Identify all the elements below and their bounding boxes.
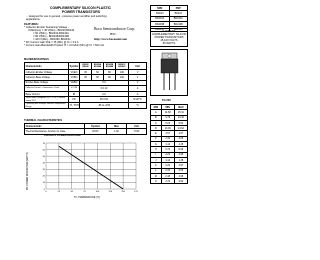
dim-cell: 10.42 (174, 115, 187, 120)
dim-cell: L (151, 168, 162, 173)
thermal-cell: RθJC (85, 129, 107, 134)
dim-cell: I (151, 152, 162, 157)
y-tick-label: 70 (42, 142, 45, 145)
dim-cell: K (151, 163, 162, 168)
company-url[interactable]: http://www.bocasemi.com (94, 37, 127, 41)
feature-line: = 100 V(Min) - BD243C,BD244C (33, 38, 71, 41)
dim-cell: 4.22 (161, 152, 174, 157)
dim-cell: 0.55 (174, 168, 187, 173)
dim-cell: 1.36 (174, 142, 187, 147)
dim-cell: D (151, 126, 162, 131)
dim-cell: H (151, 147, 162, 152)
chart-title: FIGURE-1 POWER DERATING (44, 134, 81, 137)
part-cell: BD244A (169, 16, 188, 21)
chart-ylabel: PD, POWER DISSIPATION (WATTS) (27, 152, 29, 190)
thermal-header: Characteristic (25, 124, 85, 129)
dim-header: MIN (161, 105, 174, 110)
dim-cell: 4.07 (174, 131, 187, 136)
dim-cell: 9.78 (161, 115, 174, 120)
dim-cell: C (151, 120, 162, 125)
thermal-cell: 1.92 (107, 129, 127, 134)
part-cell: BD243B (151, 21, 170, 26)
chart-grid (43, 143, 136, 191)
description-line-1: ... designed for use in general - purpose power amplifier and switching (26, 15, 107, 18)
y-tick-label: 50 (42, 155, 45, 158)
doc-subtitle: POWER TRANSISTORS (62, 10, 100, 14)
part-cell: BD244C (169, 27, 188, 32)
ratings-header: BD243 BD244 (80, 63, 92, 70)
dim-cell: 0.96 (174, 147, 187, 152)
ratings-cell: Base Current (25, 91, 69, 96)
ratings-cell: VCBO (69, 75, 80, 80)
dim-cell: 2.98 (174, 173, 187, 178)
ratings-cell: V (129, 75, 147, 80)
ratings-cell: W W/°C (129, 97, 147, 103)
table-row (151, 179, 188, 184)
dim-cell: 2.97 (174, 163, 187, 168)
x-tick-label: 50 (70, 191, 73, 194)
features-title: FEATURES: (24, 23, 39, 26)
x-tick-label: 0 (45, 191, 47, 194)
ratings-cell: °C (129, 103, 147, 109)
dim-cell: 1.14 (161, 157, 174, 162)
x-tick-label: 150 (121, 191, 125, 194)
dim-cell: B (151, 115, 162, 120)
ratings-cell: A (129, 85, 147, 91)
ratings-cell: 5.0 (80, 80, 129, 85)
ratings-cell: VEBO (69, 80, 80, 85)
dim-cell: 5.01 (161, 120, 174, 125)
thermal-cell: °C/W (127, 129, 147, 134)
y-tick-label: 0 (43, 188, 45, 191)
ratings-cell: 100 (116, 75, 129, 80)
ratings-header: Unit (129, 63, 147, 70)
table-row (25, 129, 147, 134)
dim-cell: 0.72 (161, 147, 174, 152)
feature-line: * DC Current Gain hFE = 15 (Min) @ IC = 3.0 A (24, 41, 79, 44)
feature-line: VCEO(sus) = 45 V(Min) - BD243,BD244 (28, 29, 75, 32)
description-line-2: applications. (26, 18, 41, 21)
ratings-cell: V (129, 80, 147, 85)
ratings-cell: IB (69, 91, 80, 96)
max-ratings-title: MAXIMUM RATINGS (24, 58, 49, 61)
x-tick-label: 75 (83, 191, 86, 194)
package-label: TO-220 (162, 99, 171, 102)
x-tick-label: 175 (134, 191, 138, 194)
part-cell: BD243C (151, 27, 170, 32)
dim-cell: 15.31 (174, 110, 187, 115)
features-list (24, 26, 104, 47)
ratings-header: BD243A BD244A (92, 63, 104, 70)
dim-cell: 14.62 (174, 126, 187, 131)
ratings-cell: 60 (92, 75, 104, 80)
thermal-title: THERMAL CHARACTERISTICS (24, 119, 63, 122)
ratings-cell: 80 (104, 70, 116, 75)
dim-cell: 13.06 (161, 126, 174, 131)
ratings-cell: 45 (80, 75, 92, 80)
y-tick-label: 60 (42, 149, 45, 152)
ratings-cell: Collector-Base Voltage (25, 75, 69, 80)
ratings-cell: PD (69, 97, 80, 103)
ratings-cell: A (129, 91, 147, 96)
thermal-table (24, 123, 147, 135)
description-line: COMPLEMENTARY SILICON (151, 33, 187, 36)
dim-cell: 2.20 (161, 163, 174, 168)
ratings-cell: 6.0 10 (80, 85, 129, 91)
ratings-cell: VCEO (69, 70, 80, 75)
dim-cell: A (151, 110, 162, 115)
ratings-cell: 100 (116, 70, 129, 75)
y-tick-label: 30 (42, 169, 45, 172)
ratings-cell: Emitter-Base Voltage (25, 80, 69, 85)
dim-cell: 3.90 (174, 179, 187, 184)
part-cell: BD244 (169, 11, 188, 16)
ratings-cell: IC ICM (69, 85, 80, 91)
ratings-cell: Total Power Dissipation @TC = 25°C Derate above 25°C (25, 97, 69, 103)
ratings-cell: 60 (92, 70, 104, 75)
ratings-cell: 45 (80, 70, 92, 75)
dim-cell: 1.12 (161, 142, 174, 147)
description-line: 6 AMPERE (162, 30, 176, 33)
ratings-header: Symbol (69, 64, 79, 68)
chart-ticks (43, 143, 139, 193)
part-cell: BD244B (169, 21, 188, 26)
table-row (25, 103, 147, 109)
dim-cell: F (151, 136, 162, 141)
description-line: POWER TRANSISTORS (154, 36, 184, 39)
dim-cell: 2.42 (161, 136, 174, 141)
ratings-cell: 2.0 (80, 91, 129, 96)
dim-cell: 6.52 (174, 120, 187, 125)
dim-cell: 3.57 (161, 131, 174, 136)
company-abbr: BSC (110, 32, 117, 36)
thermal-header: Symbol (85, 124, 107, 129)
feature-line: = 80 V(Min) - BD243B,BD244B (33, 35, 69, 38)
feature-line: * Collector-Emitter Sustaining Voltage - (24, 26, 69, 29)
ratings-cell: Operating and Storage Junction Temperature Range (25, 103, 69, 109)
max-ratings-table (24, 62, 147, 109)
y-tick-label: 20 (42, 175, 45, 178)
y-tick-label: 40 (42, 162, 45, 165)
description-box (150, 28, 188, 47)
derating-line (59, 146, 123, 189)
description-line: 45-100 VOLTS (160, 39, 178, 42)
ratings-cell: Collector-Emitter Voltage (25, 70, 69, 75)
thermal-header: Unit (127, 124, 147, 129)
dim-cell: 4.98 (174, 152, 187, 157)
ratings-cell: 80 (104, 75, 116, 80)
ratings-cell: -65 to +150 (80, 103, 129, 109)
ratings-header: BD243B BD244B (104, 63, 116, 70)
ratings-cell: V (129, 70, 147, 75)
dim-cell: J (151, 157, 162, 162)
x-tick-label: 25 (57, 191, 61, 194)
x-tick-label: 125 (108, 191, 113, 194)
dim-cell: 0.33 (161, 168, 174, 173)
doc-title: COMPLEMENTARY SILICON PLASTIC (50, 6, 111, 10)
to220-package-icon (151, 50, 189, 97)
feature-line: = 60 V(Min) - BD243A,BD244A (33, 32, 69, 35)
part-header: PNP (169, 6, 188, 11)
feature-line: * Current Gain-Bandwidth Product fT = 3.0 MHz (Min) @ IC = 500 mA (24, 44, 104, 47)
dim-header: DIM (151, 105, 162, 110)
dim-cell: 2.48 (161, 173, 174, 178)
package-drawing (150, 49, 188, 96)
dim-cell: G (151, 142, 162, 147)
part-cell: BD243 (151, 11, 170, 16)
dim-cell: M (151, 173, 162, 178)
part-cell: BD243A (151, 16, 170, 21)
dim-cell: O (151, 179, 162, 184)
y-tick-label: 10 (42, 182, 45, 185)
dim-cell: 1.38 (174, 157, 187, 162)
chart-xlabel: TC, TEMPERATURE (°C) (73, 197, 101, 199)
ratings-header: BD243C BD244C (116, 63, 129, 70)
ratings-cell: Collector Current - Continuous - Peak (25, 85, 69, 91)
x-tick-label: 100 (95, 191, 100, 194)
company-name: Boca Semiconductor Corp. (94, 27, 136, 31)
part-header: NPN (151, 6, 170, 11)
power-derating-chart (24, 139, 146, 199)
dim-cell: E (151, 131, 162, 136)
ratings-header: Characteristic (25, 63, 69, 70)
dim-header: MAX (174, 105, 187, 110)
thermal-cell: Thermal Resistance Junction to Case (25, 129, 85, 134)
ratings-cell: 65 0.52 (80, 97, 129, 103)
dimensions-table (150, 104, 188, 184)
dim-cell: 3.70 (161, 179, 174, 184)
dim-cell: 14.68 (161, 110, 174, 115)
dim-cell: 3.66 (174, 136, 187, 141)
ratings-cell: TJ, TSTG (69, 104, 80, 108)
thermal-header: Max (107, 124, 127, 129)
description-line: 65 WATTS (162, 42, 176, 45)
